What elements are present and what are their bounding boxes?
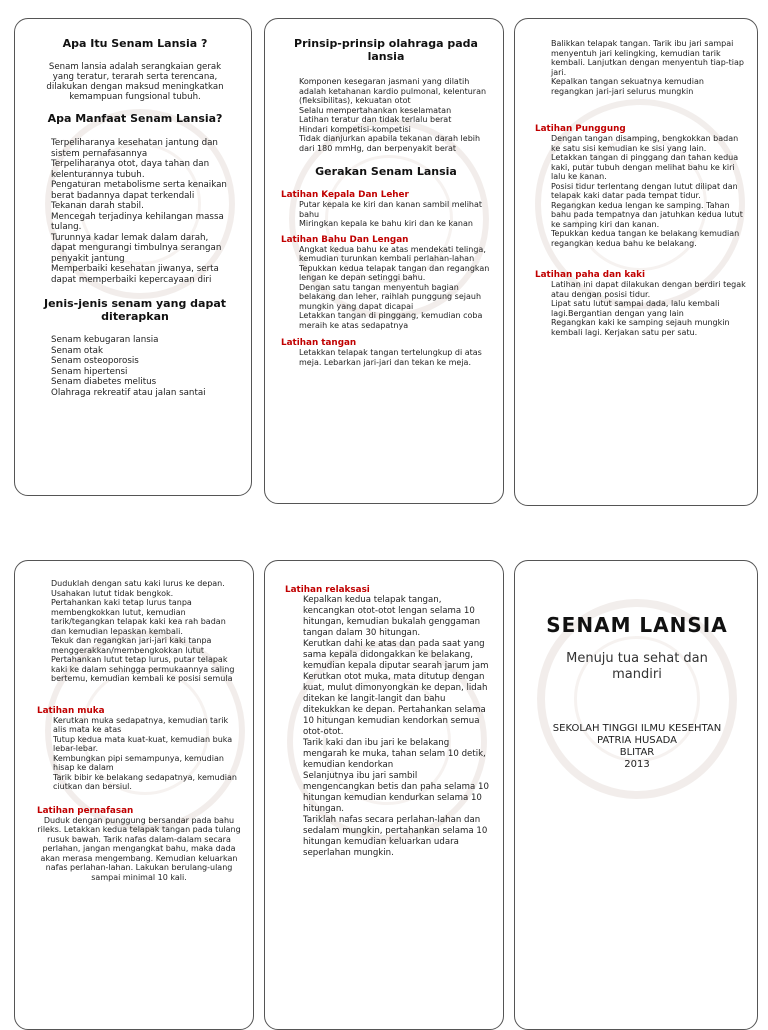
list-item: Tutup kedua mata kuat-kuat, kemudian buka lebar-lebar. — [53, 734, 233, 753]
list-item: Memperbaiki kesehatan jiwanya, serta dapat memperbaiki kepercayaan diri — [51, 264, 219, 285]
leg-list — [37, 579, 241, 684]
list-item: Tarik kaki dan ibu jari ke belakang mengarah ke muka, tahan selam 10 detik, kemudian kendorkan — [303, 738, 486, 770]
head-neck-list — [281, 200, 491, 229]
list-item: Dengan tangan disamping, bengkokkan badan ke satu sisi kemudian ke sisi yang lain. — [551, 134, 739, 153]
heading-what-is: Apa Itu Senam Lansia ? — [62, 37, 208, 50]
list-item: Tekuk dan regangkan jari-jari kaki tanpa menggerakkan/membengkokkan lutut — [51, 636, 212, 655]
list-item: Kerutkan muka sedapatnya, kemudian tarik alis mata ke atas — [53, 715, 229, 734]
relaxation-list — [285, 595, 491, 859]
list-item: Komponen kesegaran jasmani yang dilatih adalah ketahanan kardio pulmonal, kelenturan (fleksibilitas), kekuatan otot — [299, 77, 487, 105]
list-item: Regangkan kaki ke samping sejauh mungkin kembali lagi. Kerjakan satu per satu. — [551, 318, 730, 337]
heading-types: Jenis-jenis senam yang dapat diterapkan — [43, 297, 226, 323]
school-name-line1: SEKOLAH TINGGI ILMU KESEHTAN — [552, 723, 722, 734]
section-relaxation: Latihan relaksasi — [285, 585, 370, 595]
school-name-line2: PATRIA HUSADA — [596, 735, 678, 746]
shoulder-arm-list — [281, 245, 491, 331]
panel-principles — [264, 18, 504, 504]
para-fist: Kepalkan tangan sekuatnya kemudian regangkan jari-jari selurus mungkin — [551, 77, 704, 96]
list-item: Lipat satu lutut sampai dada, lalu kembali lagi.Bergantian dengan yang lain — [551, 299, 720, 318]
panel-relaxation — [264, 560, 504, 1030]
list-item: Olahraga rekreatif atau jalan santai — [51, 387, 206, 398]
list-item: Letakkan tangan di pinggang, kemudian coba meraih ke atas sedapatnya — [299, 311, 483, 330]
list-item: Hindari kompetisi-kompetisi — [299, 124, 411, 134]
para-breathing: Duduk dengan punggung bersandar pada bahu rileks. Letakkan kedua telapak tangan pada tulang rusuk bawah. Tarik nafas dalam-dalam secara perlahan, jangan mengangkat bahu, maka dada akan merasa mengembang. Kemudian keluarkan nafas perlahan-lahan. Lakukan berulang-ulang sampai minimal 10 kali. — [37, 815, 241, 882]
heading-movements: Gerakan Senam Lansia — [315, 165, 457, 178]
list-item: Senam otak — [51, 345, 103, 356]
school-city: BLITAR — [619, 747, 655, 758]
list-item: Senam kebugaran lansia — [51, 335, 159, 345]
para-thumb: Balikkan telapak tangan. Tarik ibu jari sampai menyentuh jari kelingking, kemudian tarik kembali. Lanjutkan dengan menyentuh tiap-tiap jari. — [551, 39, 745, 77]
list-item: Pertahankan lutut tetap lurus, putar telapak kaki ke dalam sehingga permukaannya saling bertemu, kemudian kembali ke posisi semula — [51, 655, 235, 683]
section-head-neck: Latihan Kepala Dan Leher — [281, 190, 409, 200]
panel-exercises-2 — [14, 560, 254, 1030]
principles-list — [281, 77, 491, 153]
list-item: Dengan satu tangan menyentuh bagian belakang dan leher, raihlah punggung sejauh mungkin yang dapat dicapai — [299, 282, 482, 311]
panel-exercises-1 — [514, 18, 758, 506]
list-item: Latihan ini dapat dilakukan dengan berdiri tegak atau dengan posisi tidur. — [551, 280, 746, 299]
hand-list — [281, 348, 491, 367]
list-item: Selalu mempertahankan keselamatan — [299, 105, 452, 115]
list-item: Pertahankan kaki tetap lurus tanpa membengkokkan lutut, kemudian tarik/tegangkan telapak kaki kea rah badan dan kemudian lepaskan kembali. — [51, 598, 226, 636]
section-shoulder-arm: Latihan Bahu Dan Lengan — [281, 234, 409, 245]
list-item: Tarik bibir ke belakang sedapatnya, kemudian ciutkan dan bersiul. — [53, 772, 237, 791]
list-item: Tekanan darah stabil. — [51, 201, 144, 211]
panel-cover — [514, 560, 758, 1030]
list-item: Duduklah dengan satu kaki lurus ke depan. Usahakan lutut tidak bengkok. — [51, 579, 225, 598]
heading-benefits: Apa Manfaat Senam Lansia? — [47, 112, 223, 125]
list-item: Kepalkan kedua telapak tangan, kencangkan otot-otot lengan selama 10 hitungan, kemudian bukalah genggaman tangan dalam 30 hitungan. — [303, 595, 481, 638]
list-item: Latihan teratur dan tidak terlalu berat — [299, 115, 452, 124]
list-item: Tepukkan kedua telapak tangan dan regangkan lengan ke depan setinggi bahu. — [299, 263, 490, 282]
heading-principles: Prinsip-prinsip olahraga pada lansia — [294, 37, 478, 63]
types-list — [37, 335, 233, 398]
face-list — [37, 716, 241, 792]
section-breathing: Latihan pernafasan — [37, 805, 134, 816]
para-definition: Senam lansia adalah serangkaian gerak yang teratur, terarah serta terencana, dilakukan dengan maksud meningkatkan kemampuan fungsional tubuh. — [46, 62, 224, 102]
section-thigh-leg: Latihan paha dan kaki — [535, 270, 645, 280]
list-item: Kembungkan pipi semampunya, kemudian hisap ke dalam — [53, 753, 224, 772]
back-list — [535, 134, 747, 248]
list-item: Selanjutnya ibu jari sambil mengencangkan betis dan paha selama 10 hitungan kemudian kendurkan selama 10 hitungan. — [303, 771, 489, 814]
list-item: Putar kepala ke kiri dan kanan sambil melihat bahu — [299, 200, 483, 219]
list-item: Mencegah terjadinya kehilangan massa tulang. — [51, 211, 224, 232]
cover-title: SENAM LANSIA — [546, 613, 728, 637]
list-item: Turunnya kadar lemak dalam darah, dapat mengurangi timbulnya serangan penyakit jantung — [51, 232, 222, 264]
cover-subtitle: Menuju tua sehat dan mandiri — [566, 651, 708, 682]
list-item: Posisi tidur terlentang dengan lutut dilipat dan telapak kaki datar pada tempat tidur. Regangkan kedua lengan ke samping. Tahan bahu pada tempatnya dan jatuhkan kedua lutut ke samping kiri dan kanan. — [551, 181, 743, 229]
list-item: Senam diabetes melitus — [51, 377, 157, 387]
panel-what-is — [14, 18, 252, 496]
list-item: Tepukkan kedua tangan ke belakang kemudian regangkan kedua bahu ke belakang. — [551, 229, 740, 248]
list-item: Letakkan tangan di pinggang dan tahan kedua kaki, putar tubuh dengan melihat bahu ke kiri lalu ke kanan. — [551, 153, 739, 181]
list-item: Tidak dianjurkan apabila tekanan darah lebih dari 180 mmHg, dan berpenyakit berat — [299, 134, 481, 153]
section-back: Latihan Punggung — [535, 124, 626, 134]
list-item: Senam osteoporosis — [51, 356, 139, 366]
list-item: Terpeliharanya kesehatan jantung dan sistem pernafasannya — [51, 138, 218, 159]
school-year: 2013 — [624, 759, 650, 770]
section-face: Latihan muka — [37, 705, 105, 716]
list-item: Angkat kedua bahu ke atas mendekati telinga, kemudian turunkan kembali perlahan-lahan — [299, 244, 486, 263]
list-item: Senam hipertensi — [51, 366, 128, 377]
list-item: Miringkan kepala ke bahu kiri dan ke kanan — [299, 219, 473, 228]
section-hand: Latihan tangan — [281, 338, 357, 348]
list-item: Kerutkan otot muka, mata ditutup dengan kuat, mulut dimonyongkan ke depan, lidah ditekan ke langit-langit dan bahu ditekukkan ke depan. Pertahankan selama 10 hitungan kemudian kendorkan semua otot-otot. — [303, 672, 488, 737]
list-item: Terpeliharanya otot, daya tahan dan kelenturannya tubuh. — [51, 159, 210, 180]
benefits-list — [37, 138, 233, 285]
list-item: Pengaturan metabolisme serta kenaikan berat badannya dapat terkendali — [51, 180, 227, 201]
list-item: Tariklah nafas secara perlahan-lahan dan sedalam mungkin, pertahankan selama 10 hitungan kemudian keluarkan udara seperlahan mungkin. — [303, 815, 488, 858]
list-item: Letakkan telapak tangan tertelungkup di atas meja. Lebarkan jari-jari dan tekan ke meja. — [299, 348, 482, 367]
thigh-leg-list — [535, 280, 747, 337]
list-item: Kerutkan dahi ke atas dan pada saat yang sama kepala didongakkan ke belakang, kemudian kepala diputar searah jarum jam — [303, 639, 489, 671]
